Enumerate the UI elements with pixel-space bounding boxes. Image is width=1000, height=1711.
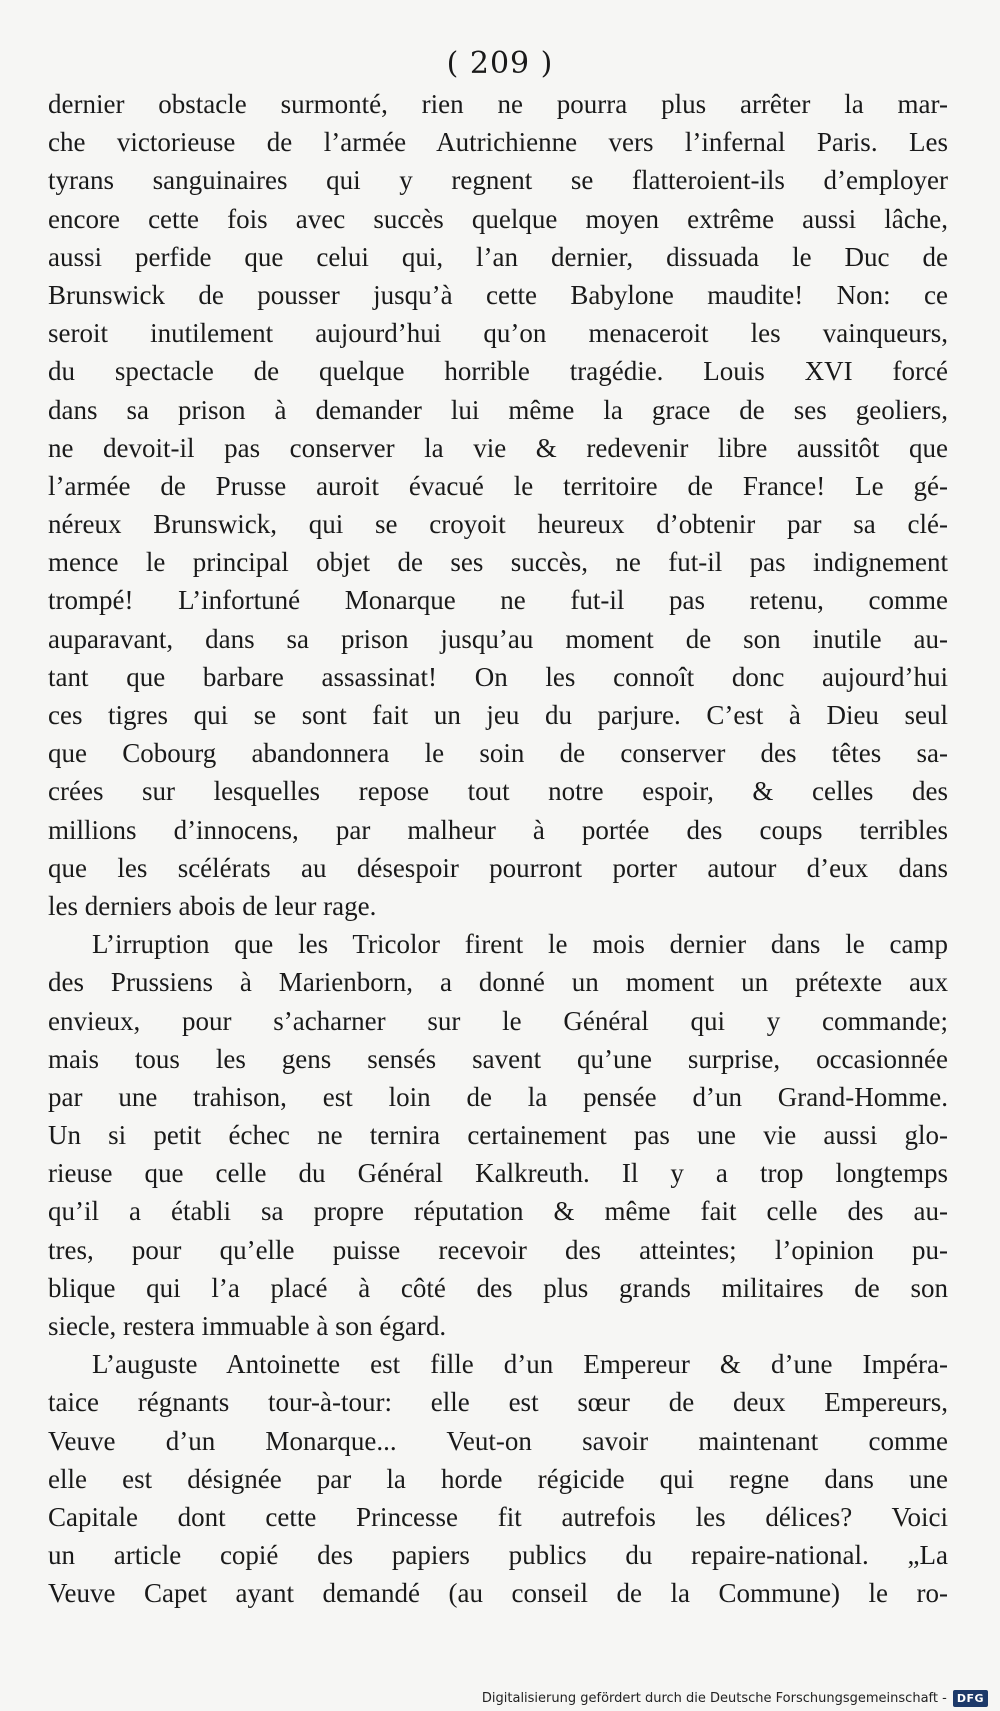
text-line: tyrans sanguinaires qui y regnent se flatteroient-ils d’employer — [48, 165, 948, 196]
text-line: L’auguste Antoinette est fille d’un Empereur & d’une Impéra- — [92, 1349, 948, 1380]
body-text — [48, 85, 948, 1613]
dfg-logo: DFG — [953, 1690, 988, 1707]
text-line: du spectacle de quelque horrible tragédie. Louis XVI forcé — [48, 356, 948, 387]
text-line: millions d’innocens, par malheur à portée des coups terribles — [48, 814, 948, 845]
text-line: trompé! L’infortuné Monarque ne fut-il pas retenu, comme — [48, 585, 948, 616]
text-line: Capitale dont cette Princesse fit autrefois les délices? Voici — [48, 1501, 948, 1532]
text-line: seroit inutilement aujourd’hui qu’on menaceroit les vainqueurs, — [48, 318, 948, 349]
digitization-footer — [482, 1690, 988, 1707]
text-line: blique qui l’a placé à côté des plus grands militaires de son — [48, 1272, 948, 1303]
text-line: auparavant, dans sa prison jusqu’au moment de son inutile au- — [48, 623, 948, 654]
text-line: mais tous les gens sensés savent qu’une surprise, occasionnée — [48, 1043, 948, 1074]
paragraph-1 — [48, 85, 948, 925]
text-line: que les scélérats au désespoir pourront porter autour d’eux dans — [48, 852, 948, 883]
text-line: tant que barbare assassinat! On les connoît donc aujourd’hui — [48, 661, 948, 692]
text-line: l’armée de Prusse auroit évacué le territoire de France! Le gé- — [48, 470, 948, 501]
text-line: encore cette fois avec succès quelque moyen extrême aussi lâche, — [48, 203, 948, 234]
text-line: aussi perfide que celui qui, l’an dernier, dissuada le Duc de — [48, 241, 948, 272]
text-line: elle est désignée par la horde régicide qui regne dans une — [48, 1463, 948, 1494]
text-line: ces tigres qui se sont fait un jeu du parjure. C’est à Dieu seul — [48, 700, 948, 730]
text-line: siecle, restera immuable à son égard. — [48, 1311, 447, 1341]
text-line: L’irruption que les Tricolor firent le mois dernier dans le camp — [92, 929, 948, 960]
text-line: envieux, pour s’acharner sur le Général qui y commande; — [48, 1005, 948, 1036]
text-line: Veuve d’un Monarque... Veut-on savoir maintenant comme — [48, 1425, 948, 1456]
text-line: par une trahison, est loin de la pensée d’un Grand-Homme. — [48, 1081, 948, 1112]
text-line: mence le principal objet de ses succès, ne fut-il pas indignement — [48, 547, 948, 578]
footer-text: Digitalisierung gefördert durch die Deutsche Forschungsgemeinschaft - — [481, 1691, 947, 1706]
text-line: dernier obstacle surmonté, rien ne pourra plus arrêter la mar- — [48, 89, 948, 119]
text-line: dans sa prison à demander lui même la grace de ses geoliers, — [48, 394, 948, 425]
text-line: crées sur lesquelles repose tout notre espoir, & celles des — [48, 776, 948, 807]
text-line: des Prussiens à Marienborn, a donné un moment un prétexte aux — [48, 967, 948, 998]
text-line: ne devoit-il pas conserver la vie & redevenir libre aussitôt que — [48, 432, 948, 463]
text-line: un article copié des papiers publics du repaire-national. „La — [48, 1540, 948, 1571]
paragraph-3 — [48, 1345, 948, 1612]
text-line: Veuve Capet ayant demandé (au conseil de la Commune) le ro- — [48, 1578, 948, 1609]
text-line: taice régnants tour-à-tour: elle est sœur de deux Empereurs, — [48, 1387, 948, 1418]
text-line: les derniers abois de leur rage. — [48, 890, 377, 921]
text-line: rieuse que celle du Général Kalkreuth. Il y a trop longtemps — [48, 1158, 948, 1189]
text-line: néreux Brunswick, qui se croyoit heureux d’obtenir par sa clé- — [48, 509, 948, 540]
text-line: qu’il a établi sa propre réputation & même fait celle des au- — [48, 1196, 948, 1227]
text-line: Brunswick de pousser jusqu’à cette Babylone maudite! Non: ce — [48, 279, 948, 310]
text-line: que Cobourg abandonnera le soin de conserver des têtes sa- — [48, 738, 948, 769]
text-line: Un si petit échec ne ternira certainement pas une vie aussi glo- — [48, 1120, 948, 1151]
text-line: tres, pour qu’elle puisse recevoir des atteintes; l’opinion pu- — [48, 1234, 948, 1265]
text-line: che victorieuse de l’armée Autrichienne vers l’infernal Paris. Les — [48, 127, 948, 158]
page-number: ( 209 ) — [446, 46, 554, 81]
paragraph-2 — [48, 925, 948, 1345]
